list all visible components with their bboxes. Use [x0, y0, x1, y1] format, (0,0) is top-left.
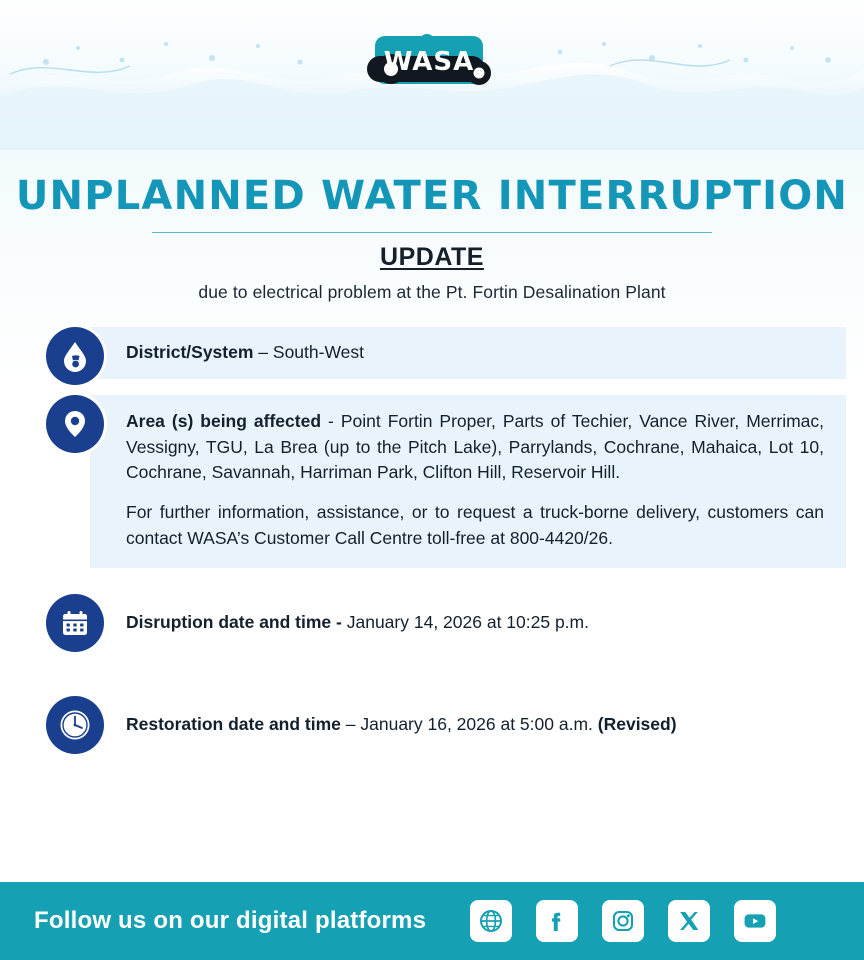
restoration-panel [90, 696, 846, 754]
page-subtitle: due to electrical problem at the Pt. Fortin Desalination Plant [198, 282, 666, 302]
title-divider [152, 232, 712, 233]
row-district [0, 327, 864, 385]
location-pin-icon [46, 395, 104, 453]
social-links [470, 900, 776, 942]
restoration-value: – January 16, 2026 at 5:00 a.m. [345, 713, 598, 734]
info-rows [0, 327, 864, 754]
x-twitter-icon[interactable] [668, 900, 710, 942]
calendar-icon [46, 594, 104, 652]
facebook-icon[interactable] [536, 900, 578, 942]
row-restoration [0, 696, 864, 754]
disruption-panel [90, 594, 846, 652]
website-icon[interactable] [470, 900, 512, 942]
row-disruption [0, 594, 864, 652]
youtube-icon[interactable] [734, 900, 776, 942]
restoration-revised: (Revised) [597, 713, 677, 734]
page-title: UNPLANNED WATER INTERRUPTION [15, 173, 849, 219]
disruption-value: January 14, 2026 at 10:25 p.m. [346, 611, 589, 632]
area-panel [90, 395, 846, 568]
disruption-label: Disruption date and time - [126, 611, 342, 632]
footer-bar [0, 882, 864, 960]
district-value: – South-West [258, 342, 364, 363]
follow-us-text: Follow us on our digital platforms [34, 907, 427, 934]
restoration-label: Restoration date and time [126, 713, 341, 734]
header-water-band [0, 0, 864, 150]
svg-text:WASA: WASA [383, 47, 475, 77]
clock-icon [46, 696, 104, 754]
area-label: Area (s) being affected [126, 411, 322, 431]
area-value: - Point Fortin Proper, Parts of Techier, Vance River, Merrimac, Vessigny, TGU, La Brea (up to the Pitch Lake), Parrylands, Cochrane, Mahaica, Lot 10, Cochrane, Savannah, Harriman Park, Clifton Hill, Reservoir Hill. [126, 411, 824, 483]
district-label: District/System [126, 342, 254, 363]
area-note: For further information, assistance, or to request a truck-borne delivery, customers can contact WASA’s Customer Call Centre toll-free at 800-4420/26. [126, 502, 824, 548]
wasa-logo [357, 26, 507, 98]
row-area-affected [0, 395, 864, 568]
water-drop-icon [46, 327, 104, 385]
district-panel [90, 327, 846, 379]
instagram-icon[interactable] [602, 900, 644, 942]
update-label: UPDATE [380, 243, 484, 271]
